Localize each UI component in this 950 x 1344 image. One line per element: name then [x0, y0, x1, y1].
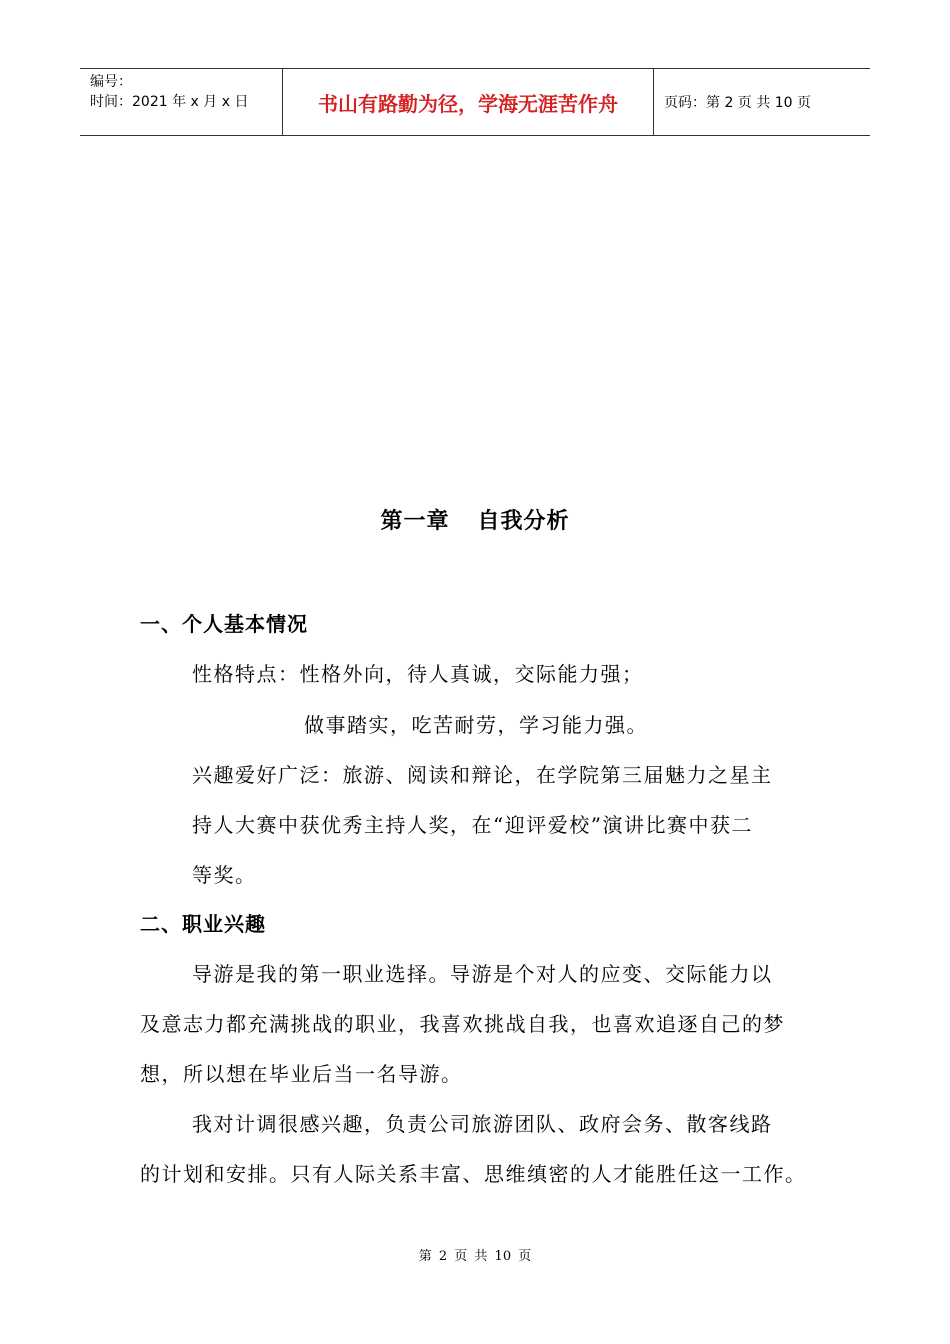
paragraph-line: 持人大赛中获优秀主持人奖，在“迎评爱校”演讲比赛中获二	[192, 813, 753, 837]
paragraph-line: 兴趣爱好广泛：旅游、阅读和辩论，在学院第三届魅力之星主	[192, 763, 773, 787]
chapter-number: 第一章	[380, 509, 450, 534]
paragraph-line: 性格特点：性格外向，待人真诚，交际能力强；	[192, 662, 644, 686]
section-heading-basic-info: 一、个人基本情况	[140, 612, 308, 636]
paragraph-line: 我对计调很感兴趣，负责公司旅游团队、政府会务、散客线路	[192, 1112, 773, 1136]
chapter-name: 自我分析	[477, 509, 570, 534]
date-line: 时间：2021 年 x 月 x 日	[90, 94, 249, 110]
number-label: 编号：	[90, 74, 132, 90]
paragraph-line: 的计划和安排。只有人际关系丰富、思维缜密的人才能胜任这一工作。	[140, 1162, 807, 1186]
paragraph-line: 想，所以想在毕业后当一名导游。	[140, 1062, 463, 1086]
page-footer: 第 2 页 共 10 页	[418, 1249, 532, 1264]
document-header	[80, 68, 870, 136]
header-meta	[80, 69, 282, 135]
section-heading-career-interest: 二、职业兴趣	[140, 912, 266, 936]
header-motto: 书山有路勤为径，学海无涯苦作舟	[282, 69, 654, 135]
paragraph-line: 导游是我的第一职业选择。导游是个对人的应变、交际能力以	[192, 962, 773, 986]
paragraph-line: 及意志力都充满挑战的职业，我喜欢挑战自我，也喜欢追逐自己的梦	[140, 1012, 785, 1036]
header-page-info: 页码：第 2 页 共 10 页	[664, 95, 811, 111]
paragraph-line: 等奖。	[192, 863, 257, 887]
chapter-title	[0, 504, 950, 535]
paragraph-line: 做事踏实，吃苦耐劳，学习能力强。	[304, 713, 648, 737]
